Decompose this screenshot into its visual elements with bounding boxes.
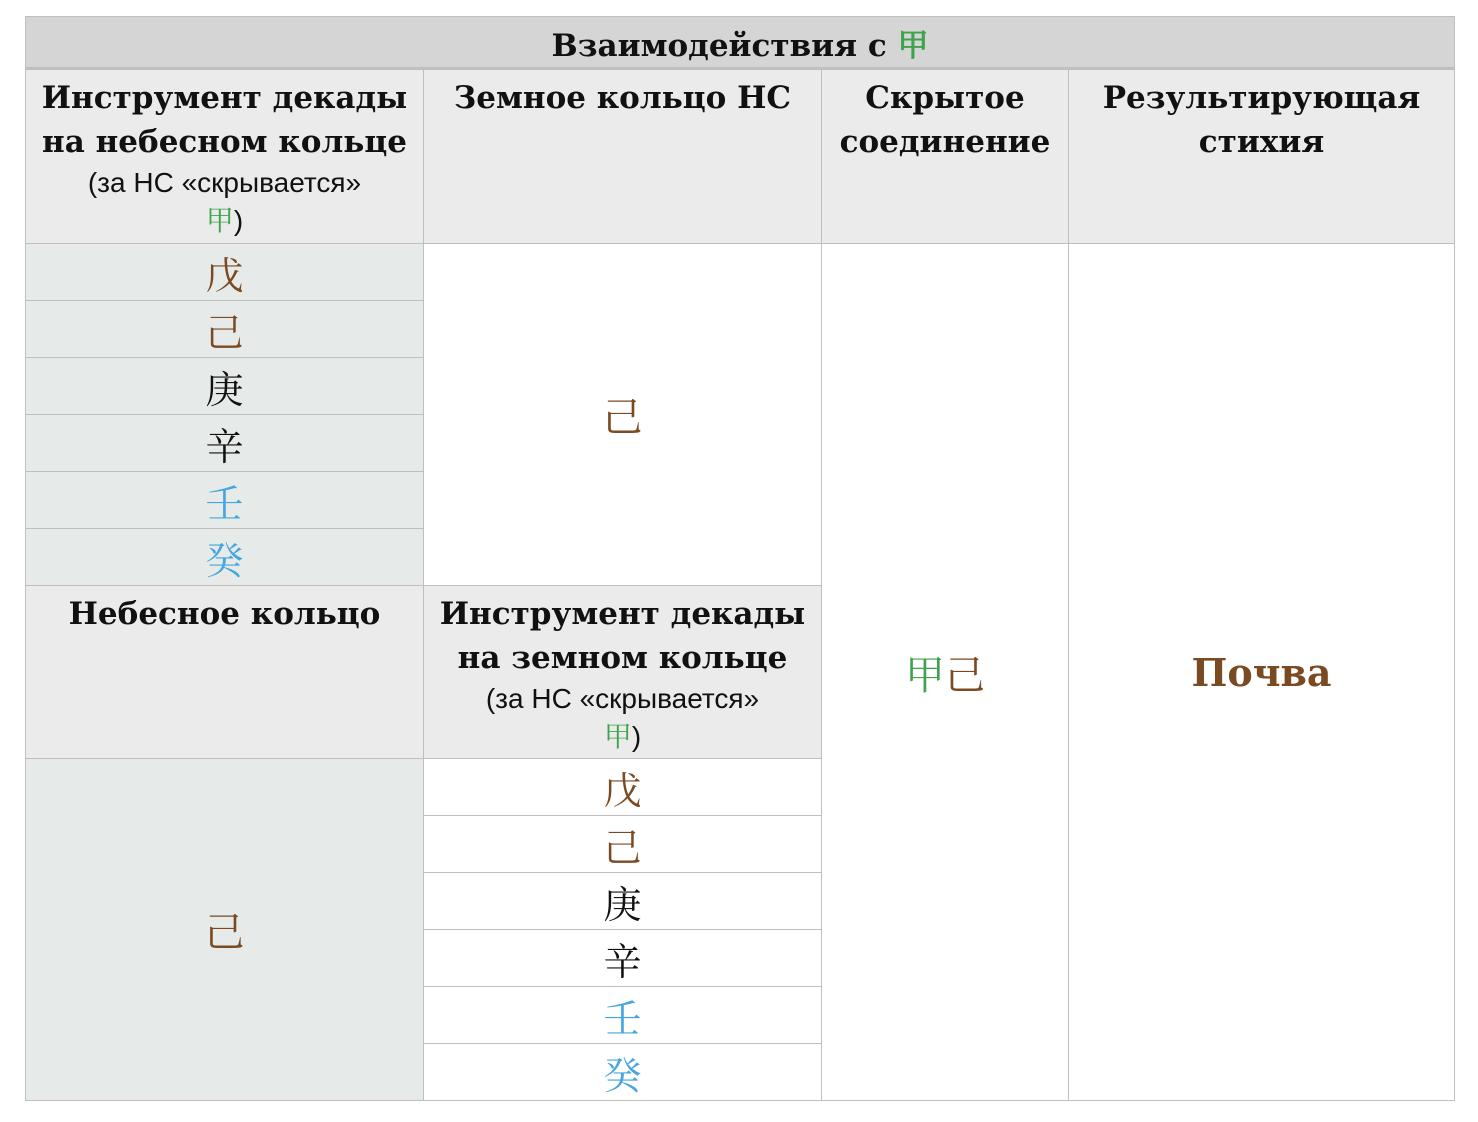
heavenly-tool-stem-cell: 壬 (26, 472, 424, 529)
interactions-table (25, 16, 1455, 1101)
heavenly-ring-value: 己 (26, 759, 424, 1101)
hidden-combination-cell (822, 244, 1069, 1101)
header-result-element (1069, 69, 1455, 244)
table-title (26, 17, 1455, 69)
header-result-line2: стихия (1198, 124, 1325, 160)
earthly-tool-stem-cell: 壬 (424, 987, 822, 1044)
earthly-tool-stem-cell: 癸 (424, 1044, 822, 1101)
header-heavenly-tool (26, 69, 424, 244)
heavenly-tool-stem-cell: 戊 (26, 244, 424, 301)
earthly-tool-stem-cell: 辛 (424, 930, 822, 987)
result-element-value: Почва (1069, 244, 1455, 1101)
heavenly-tool-stem-cell: 癸 (26, 529, 424, 586)
heavenly-tool-stem-cell: 庚 (26, 358, 424, 415)
header-hidden-line1: Скрытое (865, 80, 1025, 116)
heavenly-tool-stem-cell: 辛 (26, 415, 424, 472)
header-hidden-line2: соединение (839, 124, 1051, 160)
earthly-tool-stem-cell: 庚 (424, 873, 822, 930)
header-earthly-tool-line2: на земном кольце (457, 640, 788, 676)
header-earthly-tool-note (424, 680, 821, 756)
header-heavenly-tool-line1: Инструмент декады (41, 80, 408, 116)
header-earthly-tool-line1: Инструмент декады (439, 596, 806, 632)
header-heavenly-tool-note-stem: 甲 (205, 205, 234, 236)
heavenly-tool-stem-cell: 己 (26, 301, 424, 358)
header-heavenly-tool-note (26, 164, 423, 240)
earthly-tool-stem-cell: 己 (424, 816, 822, 873)
header-earthly-tool-note-text: (за НС «скрывается» (485, 683, 760, 714)
header-earthly-tool-note-close: ) (631, 721, 642, 752)
earthly-ring-value: 己 (424, 244, 822, 586)
header-result-line1: Результирующая (1102, 80, 1421, 116)
header-heavenly-tool-line2: на небесном кольце (42, 124, 407, 160)
table-title-stem: 甲 (897, 27, 929, 64)
header-heavenly-tool-note-text: (за НС «скрывается» (87, 167, 362, 198)
table-title-text: Взаимодействия с (551, 27, 887, 64)
header-earthly-ring-label: Земное кольцо НС (453, 80, 792, 116)
header-heavenly-ring-label: Небесное кольцо (68, 596, 381, 632)
earthly-tool-stem-cell: 戊 (424, 759, 822, 816)
hidden-combination-first: 甲 (905, 652, 945, 699)
header-hidden-combination (822, 69, 1069, 244)
header-heavenly-tool-note-close: ) (233, 205, 244, 236)
header-earthly-ring (424, 69, 822, 244)
header-earthly-tool-note-stem: 甲 (603, 721, 632, 752)
hidden-combination-second: 己 (945, 652, 985, 699)
interactions-table-container (25, 16, 1454, 1110)
header-heavenly-ring (26, 586, 424, 759)
header-earthly-tool (424, 586, 822, 759)
